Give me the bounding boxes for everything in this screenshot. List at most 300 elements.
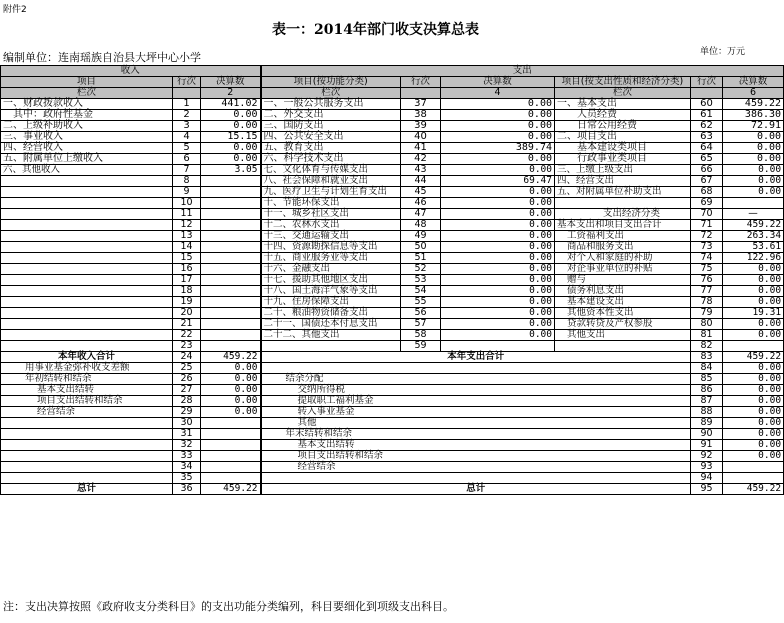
econ-amount: 0.00 bbox=[723, 154, 784, 165]
econ-amount: 0.00 bbox=[723, 374, 784, 385]
income-amount bbox=[201, 308, 261, 319]
col-row-header: 行次 bbox=[401, 77, 441, 88]
seq-func: 4 bbox=[441, 88, 555, 99]
income-row-no: 13 bbox=[173, 231, 201, 242]
income-item bbox=[1, 451, 173, 462]
table-row bbox=[1, 209, 784, 220]
econ-expense-item: 五、对附属单位补助支出 bbox=[555, 187, 691, 198]
table-row bbox=[1, 286, 784, 297]
econ-expense-item: 其他资本性支出 bbox=[555, 308, 691, 319]
income-amount bbox=[201, 440, 261, 451]
func-amount: 389.74 bbox=[441, 143, 555, 154]
econ-expense-item bbox=[555, 341, 691, 352]
income-amount: 0.00 bbox=[201, 374, 261, 385]
table-row bbox=[1, 440, 784, 451]
income-amount: 441.02 bbox=[201, 99, 261, 110]
func-row-no: 43 bbox=[401, 165, 441, 176]
expense-summary-item: 交纳所得税 bbox=[261, 385, 691, 396]
econ-amount: 122.96 bbox=[723, 253, 784, 264]
income-item bbox=[1, 440, 173, 451]
income-item bbox=[1, 308, 173, 319]
income-item: 一、财政拨款收入 bbox=[1, 99, 173, 110]
econ-amount: 0.00 bbox=[723, 297, 784, 308]
income-row-no: 34 bbox=[173, 462, 201, 473]
func-amount: 0.00 bbox=[441, 286, 555, 297]
func-expense-item: 二十二、其他支出 bbox=[261, 330, 401, 341]
econ-amount: 0.00 bbox=[723, 385, 784, 396]
func-amount: 0.00 bbox=[441, 242, 555, 253]
econ-amount: 0.00 bbox=[723, 396, 784, 407]
func-expense-item: 十二、农林水支出 bbox=[261, 220, 401, 231]
income-item: 基本支出结转 bbox=[1, 385, 173, 396]
income-item bbox=[1, 198, 173, 209]
econ-row-no: 73 bbox=[691, 242, 723, 253]
func-amount: 0.00 bbox=[441, 253, 555, 264]
income-item bbox=[1, 242, 173, 253]
econ-expense-item: 基本建设支出 bbox=[555, 297, 691, 308]
econ-row-no: 95 bbox=[691, 484, 723, 495]
income-amount bbox=[201, 429, 261, 440]
income-item: 四、经营收入 bbox=[1, 143, 173, 154]
econ-row-no: 79 bbox=[691, 308, 723, 319]
func-expense-item: 五、教育支出 bbox=[261, 143, 401, 154]
econ-row-no: 91 bbox=[691, 440, 723, 451]
income-item bbox=[1, 264, 173, 275]
func-amount: 0.00 bbox=[441, 99, 555, 110]
expense-header: 支出 bbox=[261, 66, 784, 77]
econ-amount: 19.31 bbox=[723, 308, 784, 319]
income-amount bbox=[201, 418, 261, 429]
table-row bbox=[1, 429, 784, 440]
table-row bbox=[1, 319, 784, 330]
table-row bbox=[1, 396, 784, 407]
expense-summary-item: 基本支出结转 bbox=[261, 440, 691, 451]
income-row-no: 23 bbox=[173, 341, 201, 352]
expense-summary-item: 转入事业基金 bbox=[261, 407, 691, 418]
table-row bbox=[1, 330, 784, 341]
income-row-no: 4 bbox=[173, 132, 201, 143]
func-expense-item: 十三、交通运输支出 bbox=[261, 231, 401, 242]
table-row bbox=[1, 275, 784, 286]
table-row bbox=[1, 264, 784, 275]
econ-amount: 0.00 bbox=[723, 165, 784, 176]
col-row-header: 行次 bbox=[173, 77, 201, 88]
table-row bbox=[1, 187, 784, 198]
func-row-no: 39 bbox=[401, 121, 441, 132]
col-row-header: 行次 bbox=[691, 77, 723, 88]
income-amount bbox=[201, 275, 261, 286]
table-row bbox=[1, 484, 784, 495]
econ-amount bbox=[723, 198, 784, 209]
table-row bbox=[1, 451, 784, 462]
income-item bbox=[1, 231, 173, 242]
income-row-no: 8 bbox=[173, 176, 201, 187]
income-item: 二、上级补助收入 bbox=[1, 121, 173, 132]
table-row bbox=[1, 198, 784, 209]
econ-amount: 0.00 bbox=[723, 440, 784, 451]
econ-amount: 0.00 bbox=[723, 330, 784, 341]
table-row bbox=[1, 99, 784, 110]
func-row-no: 54 bbox=[401, 286, 441, 297]
expense-summary-item: 年末结转和结余 bbox=[261, 429, 691, 440]
income-amount bbox=[201, 209, 261, 220]
func-row-no: 56 bbox=[401, 308, 441, 319]
econ-expense-item bbox=[555, 198, 691, 209]
seq-econ: 6 bbox=[723, 88, 784, 99]
func-row-no: 45 bbox=[401, 187, 441, 198]
econ-row-no: 75 bbox=[691, 264, 723, 275]
income-amount: 0.00 bbox=[201, 385, 261, 396]
econ-expense-item: 对个人和家庭的补助 bbox=[555, 253, 691, 264]
income-row-no: 35 bbox=[173, 473, 201, 484]
table-row bbox=[1, 220, 784, 231]
econ-amount bbox=[723, 473, 784, 484]
income-amount bbox=[201, 198, 261, 209]
income-item: 总计 bbox=[1, 484, 173, 495]
func-amount: 0.00 bbox=[441, 132, 555, 143]
econ-amount: 0.00 bbox=[723, 407, 784, 418]
func-amount: 0.00 bbox=[441, 121, 555, 132]
func-row-no: 40 bbox=[401, 132, 441, 143]
income-amount bbox=[201, 319, 261, 330]
econ-row-no: 81 bbox=[691, 330, 723, 341]
income-amount: 0.00 bbox=[201, 396, 261, 407]
income-amount bbox=[201, 187, 261, 198]
func-row-no: 49 bbox=[401, 231, 441, 242]
func-expense-item: 十一、城乡社区支出 bbox=[261, 209, 401, 220]
func-expense-item: 二十一、国债还本付息支出 bbox=[261, 319, 401, 330]
income-header: 收入 bbox=[1, 66, 261, 77]
econ-amount: — bbox=[723, 209, 784, 220]
econ-row-no: 67 bbox=[691, 176, 723, 187]
econ-expense-item: 债务利息支出 bbox=[555, 286, 691, 297]
expense-summary-item: 结余分配 bbox=[261, 374, 691, 385]
econ-row-no: 74 bbox=[691, 253, 723, 264]
income-row-no: 21 bbox=[173, 319, 201, 330]
econ-expense-item: 赠与 bbox=[555, 275, 691, 286]
expense-summary-item: 提取职工福利基金 bbox=[261, 396, 691, 407]
table-row bbox=[1, 341, 784, 352]
econ-row-no: 72 bbox=[691, 231, 723, 242]
func-amount: 0.00 bbox=[441, 275, 555, 286]
func-amount: 0.00 bbox=[441, 220, 555, 231]
income-item bbox=[1, 429, 173, 440]
table-row bbox=[1, 154, 784, 165]
income-row-no: 10 bbox=[173, 198, 201, 209]
reporting-unit: 编制单位：连南瑶族自治县大坪中心小学 bbox=[3, 51, 201, 64]
unit-label: 单位：万元 bbox=[699, 47, 745, 57]
func-row-no: 48 bbox=[401, 220, 441, 231]
income-row-no: 7 bbox=[173, 165, 201, 176]
econ-expense-item: 其他支出 bbox=[555, 330, 691, 341]
func-amount: 0.00 bbox=[441, 110, 555, 121]
econ-amount: 0.00 bbox=[723, 264, 784, 275]
income-item bbox=[1, 341, 173, 352]
income-item bbox=[1, 473, 173, 484]
func-expense-item: 三、国防支出 bbox=[261, 121, 401, 132]
income-amount: 0.00 bbox=[201, 407, 261, 418]
func-expense-item: 四、公共安全支出 bbox=[261, 132, 401, 143]
econ-row-no: 84 bbox=[691, 363, 723, 374]
func-expense-item: 二十、粮油物资储备支出 bbox=[261, 308, 401, 319]
income-item bbox=[1, 286, 173, 297]
func-row-no: 57 bbox=[401, 319, 441, 330]
func-row-no: 41 bbox=[401, 143, 441, 154]
econ-row-no: 92 bbox=[691, 451, 723, 462]
table-row bbox=[1, 363, 784, 374]
func-amount: 0.00 bbox=[441, 187, 555, 198]
func-amount: 0.00 bbox=[441, 308, 555, 319]
income-row-no: 28 bbox=[173, 396, 201, 407]
func-row-no: 55 bbox=[401, 297, 441, 308]
econ-amount: 459.22 bbox=[723, 484, 784, 495]
econ-row-no: 60 bbox=[691, 99, 723, 110]
income-amount: 0.00 bbox=[201, 363, 261, 374]
func-expense-item: 十七、援助其他地区支出 bbox=[261, 275, 401, 286]
income-row-no: 17 bbox=[173, 275, 201, 286]
income-row-no: 26 bbox=[173, 374, 201, 385]
econ-amount: 459.22 bbox=[723, 352, 784, 363]
income-amount bbox=[201, 451, 261, 462]
income-row-no: 32 bbox=[173, 440, 201, 451]
seq-label: 栏次 bbox=[1, 88, 173, 99]
table-row bbox=[1, 473, 784, 484]
table-row bbox=[1, 352, 784, 363]
table-row bbox=[1, 110, 784, 121]
econ-row-no: 62 bbox=[691, 121, 723, 132]
col-func-header: 项目(按功能分类) bbox=[261, 77, 401, 88]
income-row-no: 14 bbox=[173, 242, 201, 253]
econ-row-no: 89 bbox=[691, 418, 723, 429]
func-amount: 0.00 bbox=[441, 198, 555, 209]
income-amount bbox=[201, 231, 261, 242]
income-amount bbox=[201, 264, 261, 275]
income-amount bbox=[201, 462, 261, 473]
econ-row-no: 90 bbox=[691, 429, 723, 440]
econ-row-no: 77 bbox=[691, 286, 723, 297]
income-row-no: 20 bbox=[173, 308, 201, 319]
func-row-no: 52 bbox=[401, 264, 441, 275]
income-item: 六、其他收入 bbox=[1, 165, 173, 176]
econ-expense-item: 行政事业类项目 bbox=[555, 154, 691, 165]
table-row bbox=[1, 143, 784, 154]
income-item bbox=[1, 209, 173, 220]
func-expense-item: 十六、金融支出 bbox=[261, 264, 401, 275]
table-row bbox=[1, 231, 784, 242]
func-row-no: 47 bbox=[401, 209, 441, 220]
econ-amount: 0.00 bbox=[723, 319, 784, 330]
func-row-no: 51 bbox=[401, 253, 441, 264]
econ-row-no: 71 bbox=[691, 220, 723, 231]
col-item-header: 项目 bbox=[1, 77, 173, 88]
func-expense-item: 十九、住房保障支出 bbox=[261, 297, 401, 308]
table-row bbox=[1, 297, 784, 308]
econ-expense-item: 工资福利支出 bbox=[555, 231, 691, 242]
econ-amount: 0.00 bbox=[723, 187, 784, 198]
func-amount: 0.00 bbox=[441, 319, 555, 330]
income-row-no: 15 bbox=[173, 253, 201, 264]
income-amount: 3.05 bbox=[201, 165, 261, 176]
econ-expense-item: 商品和服务支出 bbox=[555, 242, 691, 253]
table-row bbox=[1, 121, 784, 132]
income-row-no: 36 bbox=[173, 484, 201, 495]
econ-row-no: 83 bbox=[691, 352, 723, 363]
income-item: 年初结转和结余 bbox=[1, 374, 173, 385]
func-expense-item: 七、文化体育与传媒支出 bbox=[261, 165, 401, 176]
income-item bbox=[1, 176, 173, 187]
table-row bbox=[1, 132, 784, 143]
income-item bbox=[1, 253, 173, 264]
func-expense-item: 十八、国土海洋气象等支出 bbox=[261, 286, 401, 297]
econ-expense-item: 一、基本支出 bbox=[555, 99, 691, 110]
income-row-no: 5 bbox=[173, 143, 201, 154]
table-row bbox=[1, 462, 784, 473]
econ-row-no: 66 bbox=[691, 165, 723, 176]
income-item bbox=[1, 330, 173, 341]
econ-expense-item: 人员经费 bbox=[555, 110, 691, 121]
econ-row-no: 82 bbox=[691, 341, 723, 352]
income-item bbox=[1, 220, 173, 231]
func-row-no: 58 bbox=[401, 330, 441, 341]
func-row-no: 59 bbox=[401, 341, 441, 352]
table-row bbox=[1, 253, 784, 264]
income-row-no: 18 bbox=[173, 286, 201, 297]
col-amount-header: 决算数 bbox=[201, 77, 261, 88]
econ-amount bbox=[723, 341, 784, 352]
econ-amount: 0.00 bbox=[723, 275, 784, 286]
income-item: 用事业基金弥补收支差额 bbox=[1, 363, 173, 374]
page-title: 表一：2014年部门收支决算总表 bbox=[272, 22, 479, 38]
econ-expense-item: 四、经营支出 bbox=[555, 176, 691, 187]
econ-amount: 386.30 bbox=[723, 110, 784, 121]
income-row-no: 16 bbox=[173, 264, 201, 275]
income-amount bbox=[201, 242, 261, 253]
econ-expense-item: 三、上缴上级支出 bbox=[555, 165, 691, 176]
income-row-no: 27 bbox=[173, 385, 201, 396]
income-item: 本年收入合计 bbox=[1, 352, 173, 363]
func-row-no: 46 bbox=[401, 198, 441, 209]
income-row-no: 2 bbox=[173, 110, 201, 121]
econ-row-no: 93 bbox=[691, 462, 723, 473]
func-expense-item: 八、社会保障和就业支出 bbox=[261, 176, 401, 187]
income-item bbox=[1, 187, 173, 198]
func-expense-item: 十四、资源勘探信息等支出 bbox=[261, 242, 401, 253]
col-econ-header: 项目(按支出性质和经济分类) bbox=[555, 77, 691, 88]
func-amount: 0.00 bbox=[441, 264, 555, 275]
income-item bbox=[1, 275, 173, 286]
econ-row-no: 65 bbox=[691, 154, 723, 165]
func-row-no: 44 bbox=[401, 176, 441, 187]
econ-expense-item: 日常公用经费 bbox=[555, 121, 691, 132]
func-expense-item: 十五、商业服务业等支出 bbox=[261, 253, 401, 264]
econ-amount: 0.00 bbox=[723, 286, 784, 297]
col-amount-header: 决算数 bbox=[723, 77, 784, 88]
func-amount: 0.00 bbox=[441, 330, 555, 341]
income-item: 其中：政府性基金 bbox=[1, 110, 173, 121]
seq-label: 栏次 bbox=[555, 88, 691, 99]
econ-amount: 0.00 bbox=[723, 429, 784, 440]
func-expense-item: 九、医疗卫生与计划生育支出 bbox=[261, 187, 401, 198]
income-item: 五、附属单位上缴收入 bbox=[1, 154, 173, 165]
budget-summary-table bbox=[0, 65, 784, 495]
func-expense-item: 六、科学技术支出 bbox=[261, 154, 401, 165]
income-item: 经营结余 bbox=[1, 407, 173, 418]
income-amount: 0.00 bbox=[201, 110, 261, 121]
func-row-no: 37 bbox=[401, 99, 441, 110]
econ-amount: 0.00 bbox=[723, 176, 784, 187]
income-item bbox=[1, 462, 173, 473]
func-amount: 69.47 bbox=[441, 176, 555, 187]
expense-summary-item: 总计 bbox=[261, 484, 691, 495]
income-row-no: 22 bbox=[173, 330, 201, 341]
income-amount bbox=[201, 330, 261, 341]
income-amount bbox=[201, 341, 261, 352]
income-row-no: 29 bbox=[173, 407, 201, 418]
income-row-no: 1 bbox=[173, 99, 201, 110]
income-amount bbox=[201, 297, 261, 308]
col-amount-header: 决算数 bbox=[441, 77, 555, 88]
func-row-no: 53 bbox=[401, 275, 441, 286]
econ-expense-item: 基本建设类项目 bbox=[555, 143, 691, 154]
income-row-no: 3 bbox=[173, 121, 201, 132]
econ-expense-item: 贷款转贷及产权参股 bbox=[555, 319, 691, 330]
income-row-no: 30 bbox=[173, 418, 201, 429]
income-amount: 0.00 bbox=[201, 154, 261, 165]
income-amount bbox=[201, 176, 261, 187]
income-amount bbox=[201, 220, 261, 231]
income-row-no: 31 bbox=[173, 429, 201, 440]
income-row-no: 33 bbox=[173, 451, 201, 462]
econ-row-no: 63 bbox=[691, 132, 723, 143]
income-amount: 0.00 bbox=[201, 143, 261, 154]
income-row-no: 25 bbox=[173, 363, 201, 374]
footnote: 注：支出决算按照《政府收支分类科目》的支出功能分类编列，科目要细化到项级支出科目。 bbox=[3, 600, 454, 613]
econ-expense-item: 支出经济分类 bbox=[555, 209, 691, 220]
expense-summary-item: 经营结余 bbox=[261, 462, 691, 473]
expense-summary-item: 本年支出合计 bbox=[261, 352, 691, 363]
expense-summary-item: 项目支出结转和结余 bbox=[261, 451, 691, 462]
econ-row-no: 69 bbox=[691, 198, 723, 209]
seq-income: 2 bbox=[201, 88, 261, 99]
econ-amount: 53.61 bbox=[723, 242, 784, 253]
income-item: 三、事业收入 bbox=[1, 132, 173, 143]
func-expense-item: 十、节能环保支出 bbox=[261, 198, 401, 209]
econ-amount: 0.00 bbox=[723, 451, 784, 462]
econ-row-no: 80 bbox=[691, 319, 723, 330]
econ-amount: 263.34 bbox=[723, 231, 784, 242]
func-row-no: 50 bbox=[401, 242, 441, 253]
econ-row-no: 70 bbox=[691, 209, 723, 220]
income-amount: 459.22 bbox=[201, 484, 261, 495]
income-row-no: 11 bbox=[173, 209, 201, 220]
income-item: 项目支出结转和结余 bbox=[1, 396, 173, 407]
income-amount: 15.15 bbox=[201, 132, 261, 143]
income-row-no: 9 bbox=[173, 187, 201, 198]
seq-label: 栏次 bbox=[261, 88, 401, 99]
income-item bbox=[1, 418, 173, 429]
income-item bbox=[1, 319, 173, 330]
econ-amount bbox=[723, 462, 784, 473]
table-row bbox=[1, 242, 784, 253]
econ-amount: 0.00 bbox=[723, 363, 784, 374]
econ-amount: 0.00 bbox=[723, 132, 784, 143]
func-row-no: 38 bbox=[401, 110, 441, 121]
econ-row-no: 85 bbox=[691, 374, 723, 385]
econ-row-no: 78 bbox=[691, 297, 723, 308]
attachment-label: 附件2 bbox=[3, 5, 27, 15]
table-row bbox=[1, 407, 784, 418]
income-amount: 0.00 bbox=[201, 121, 261, 132]
